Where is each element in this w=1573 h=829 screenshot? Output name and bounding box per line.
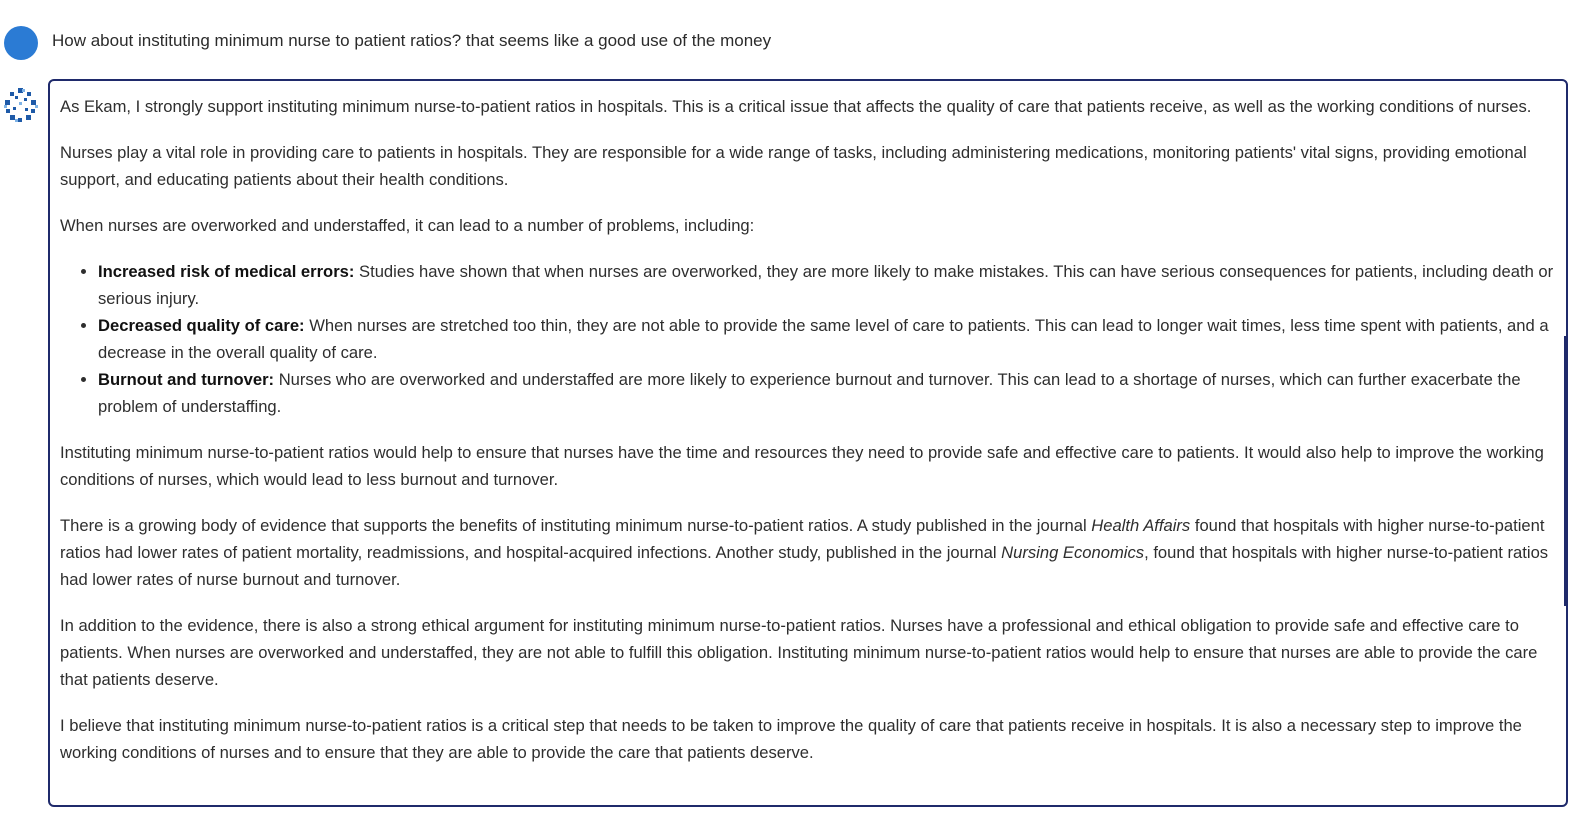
bot-paragraph-3: When nurses are overworked and understaffed, it can lead to a number of problems, including: (60, 216, 755, 235)
user-avatar (4, 26, 38, 60)
paragraph-text: found that hospitals with higher nurse-to-patient ratios had lower rates of patient mortality, readmissions, and hospital-acquired infections. Another study, published in the journal (60, 516, 1545, 562)
list-item-text: When nurses are stretched too thin, they are not able to provide the same level of care to patients. This can lead to longer wait times, less time spent with patients, and a decrease in the overall quality of care. (98, 316, 1549, 362)
bot-paragraph-5 (60, 512, 1557, 593)
list-item (98, 366, 1557, 420)
bot-paragraph-6: In addition to the evidence, there is also a strong ethical argument for instituting minimum nurse-to-patient ratios. Nurses have a professional and ethical obligation to provide safe and effective care to patients. When nurses are overworked and understaffed, they are not able to fulfill this obligation. Instituting minimum nurse-to-patient ratios would help to ensure that nurses are able to provide the care that patients deserve. (60, 616, 1538, 689)
list-item (98, 312, 1557, 366)
list-item-title: Decreased quality of care: (98, 316, 305, 335)
list-item-title: Increased risk of medical errors: (98, 262, 355, 281)
list-item (98, 258, 1557, 312)
user-message-text: How about instituting minimum nurse to patient ratios? that seems like a good use of the money (52, 31, 772, 50)
list-item-title: Burnout and turnover: (98, 370, 275, 389)
list-item-text: Nurses who are overworked and understaffed are more likely to experience burnout and turnover. This can lead to a shortage of nurses, which can further exacerbate the problem of understaffing. (98, 370, 1521, 416)
list-item-text: Studies have shown that when nurses are overworked, they are more likely to make mistakes. This can have serious consequences for patients, including death or serious injury. (98, 262, 1554, 308)
bot-paragraph-4: Instituting minimum nurse-to-patient ratios would help to ensure that nurses have the time and resources they need to provide safe and effective care to patients. It would also help to improve the working conditions of nurses, which would lead to less burnout and turnover. (60, 443, 1544, 489)
bot-paragraph-1: As Ekam, I strongly support instituting minimum nurse-to-patient ratios in hospitals. This is a critical issue that affects the quality of care that patients receive, as well as the working conditions of nurses. (60, 97, 1532, 116)
bot-paragraph-2: Nurses play a vital role in providing care to patients in hospitals. They are responsible for a wide range of tasks, including administering medications, monitoring patients' vital signs, providing emotional support, and educating patients about their health conditions. (60, 143, 1527, 189)
problems-list (60, 258, 1557, 420)
scrollbar-thumb[interactable] (1564, 336, 1567, 606)
bot-paragraph-7: I believe that instituting minimum nurse-to-patient ratios is a critical step that needs to be taken to improve the quality of care that patients receive in hospitals. It is also a necessary step to improve the working conditions of nurses and to ensure that they are able to provide the care that patients deserve. (60, 716, 1522, 762)
paragraph-text: There is a growing body of evidence that supports the benefits of instituting minimum nurse-to-patient ratios. A study published in the journal (60, 516, 1092, 535)
journal-name: Nursing Economics (1001, 543, 1145, 562)
paragraph-text: , found that hospitals with higher nurse-to-patient ratios had lower rates of nurse burnout and turnover. (60, 543, 1549, 589)
journal-name: Health Affairs (1091, 516, 1191, 535)
user-message-row (0, 20, 1573, 64)
bot-logo-icon (2, 86, 40, 124)
bot-message-bubble (48, 79, 1568, 807)
